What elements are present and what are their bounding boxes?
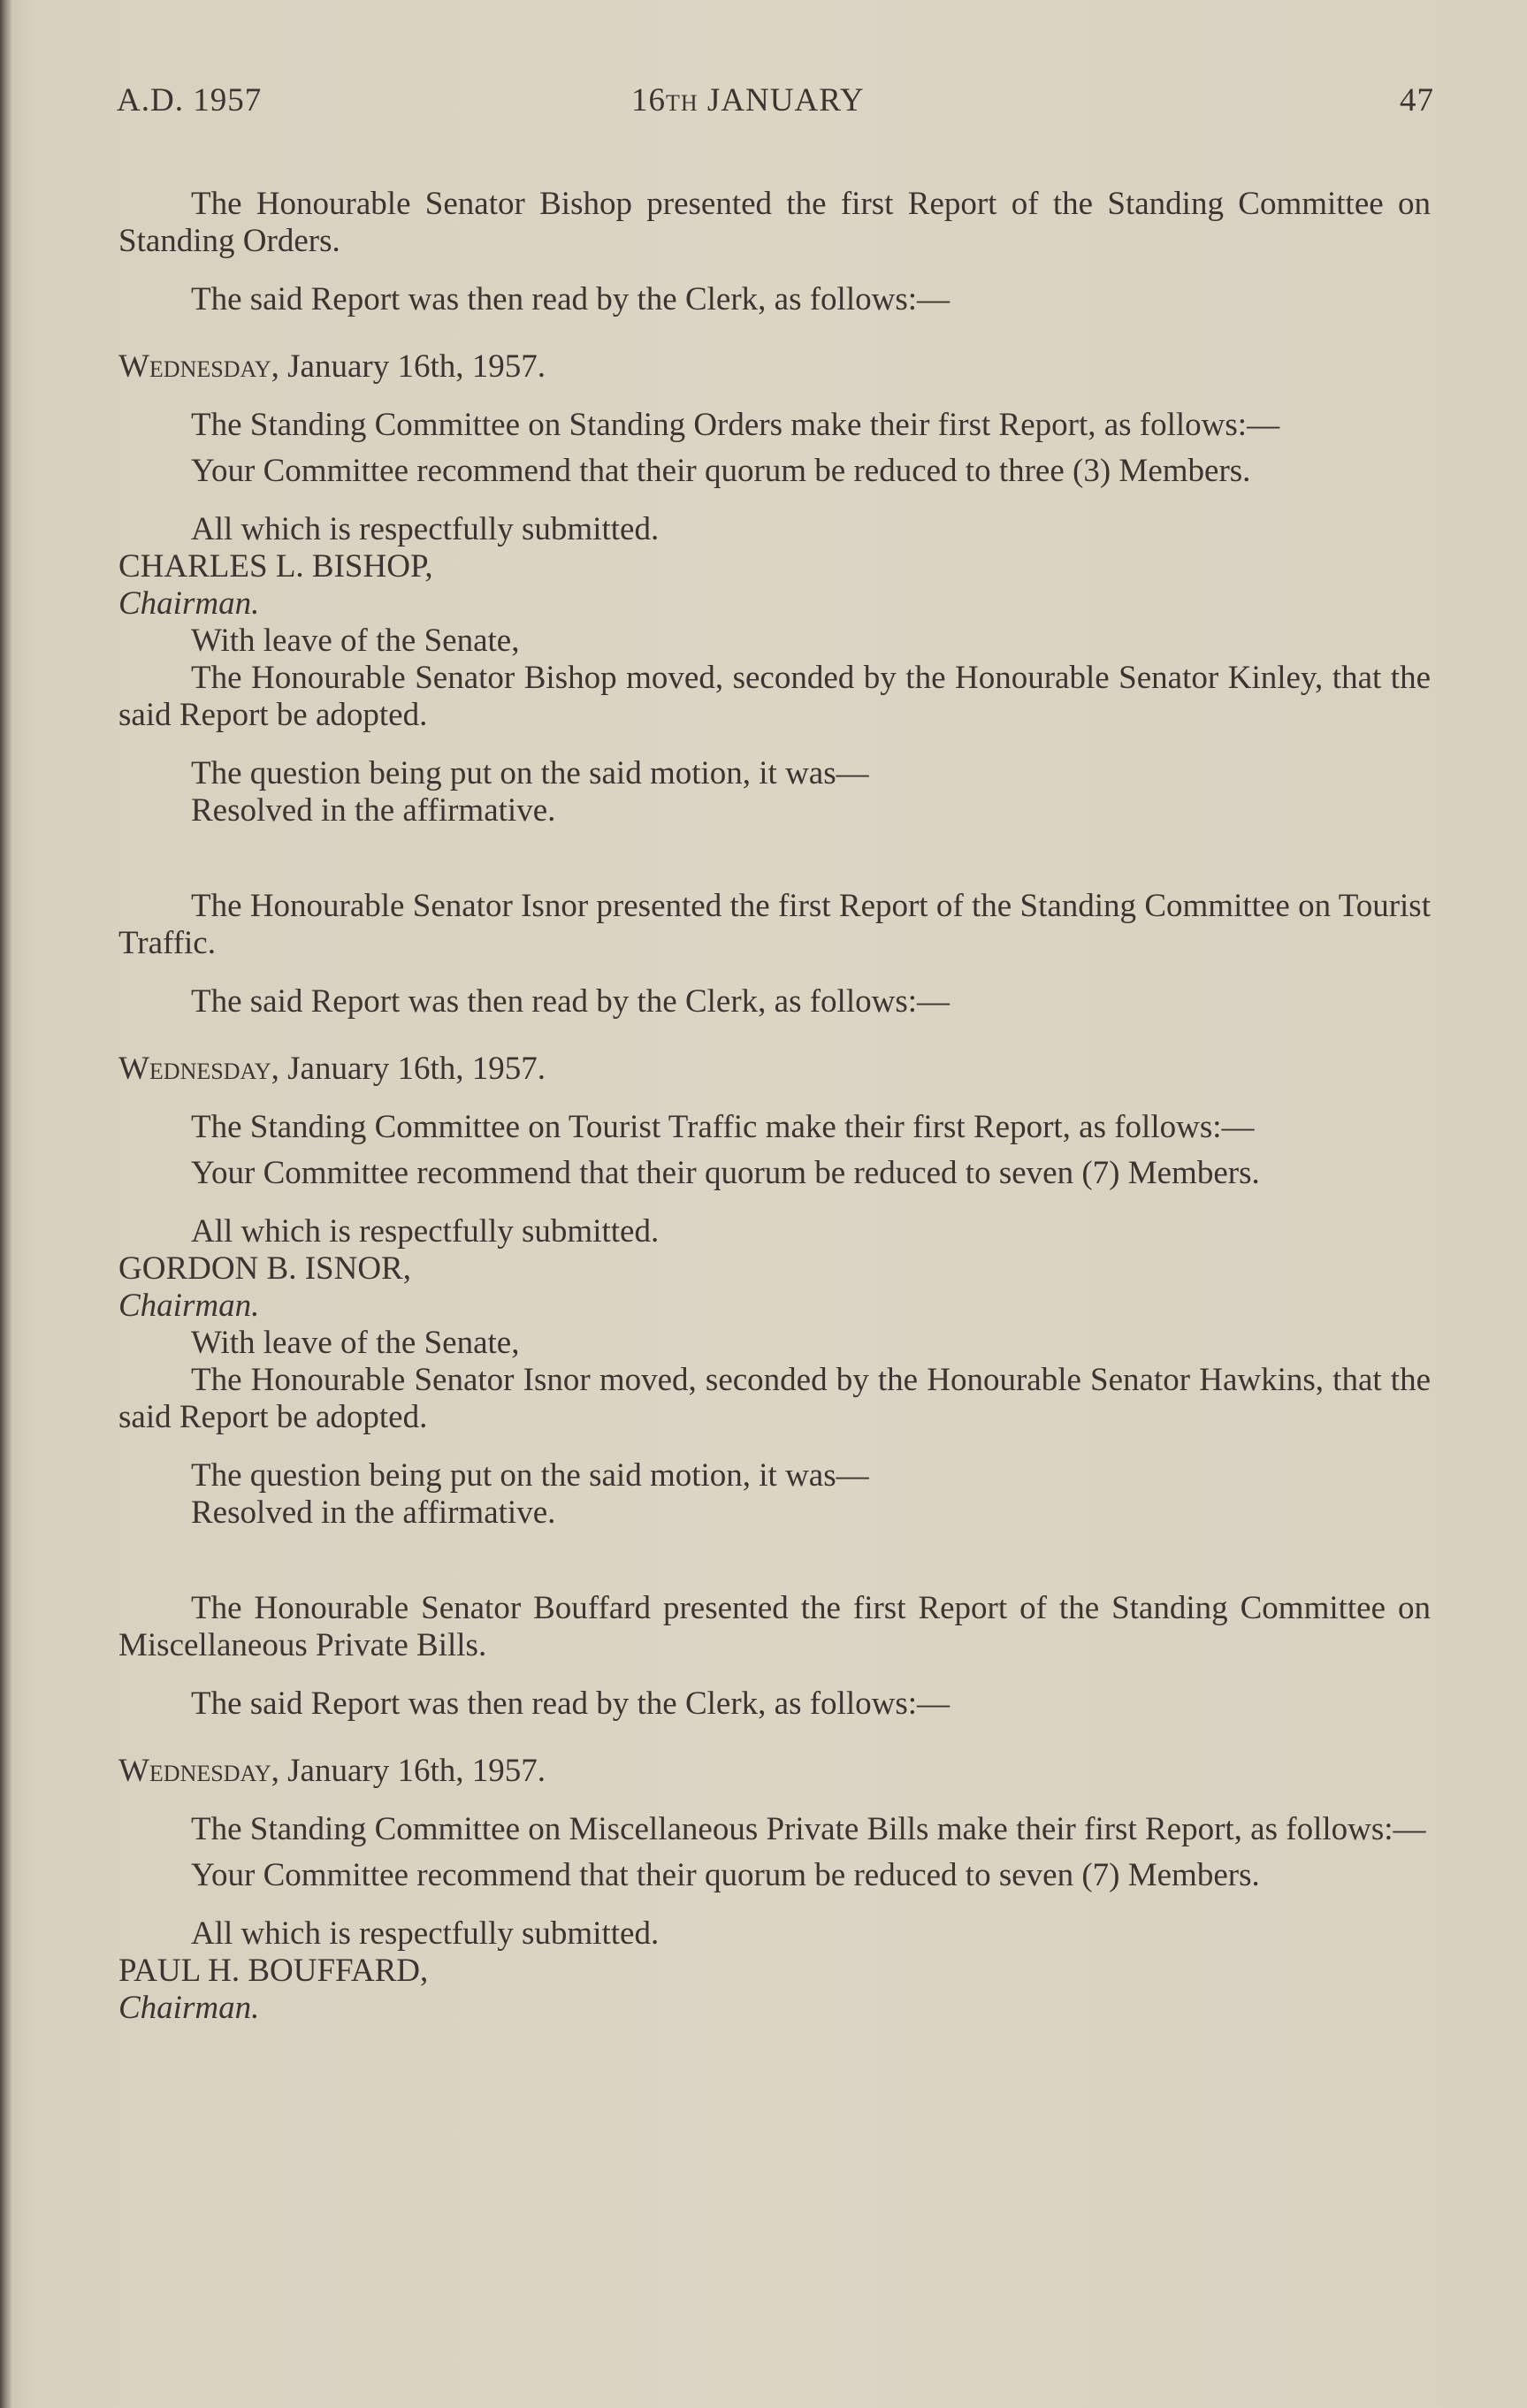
- read-paragraph: The said Report was then read by the Clerk, as follows:—: [191, 281, 950, 317]
- read-paragraph: The said Report was then read by the Clerk, as follows:—: [191, 1686, 950, 1722]
- header-date-month: JANUARY: [706, 82, 865, 118]
- signatory-name: CHARLES L. BISHOP,: [118, 548, 433, 585]
- header-date: [631, 81, 865, 119]
- report-intro: The Standing Committee on Standing Orders make their first Report, as follows:—: [191, 407, 1280, 443]
- resolved-line: Resolved in the affirmative.: [191, 1494, 556, 1531]
- report-date: [118, 1051, 1431, 1088]
- submitted-line: All which is respectfully submitted.: [191, 1213, 660, 1250]
- report-date-rest: , January 16th, 1957.: [271, 348, 546, 385]
- signatory-title: Chairman.: [118, 585, 260, 622]
- page-body: [118, 186, 1431, 2027]
- signatory-title: Chairman.: [118, 1990, 260, 2026]
- read-paragraph: The said Report was then read by the Clerk, as follows:—: [191, 983, 950, 1020]
- report-date-weekday: Wednesday: [118, 1753, 271, 1789]
- report-date-weekday: Wednesday: [118, 348, 271, 385]
- report-section-tourist-traffic: [118, 888, 1431, 1532]
- report-date: [118, 348, 1431, 386]
- report-date-rest: , January 16th, 1957.: [271, 1753, 546, 1789]
- presented-paragraph: The Honourable Senator Bishop presented the first Report of the Standing Committee on Standing Orders.: [118, 186, 1431, 259]
- presented-paragraph: The Honourable Senator Bouffard presented the first Report of the Standing Committee on Miscellaneous Private Bills.: [118, 1590, 1431, 1663]
- question-line: The question being put on the said motion, it was—: [191, 755, 869, 791]
- submitted-line: All which is respectfully submitted.: [191, 511, 660, 547]
- recommendation: Your Committee recommend that their quorum be reduced to seven (7) Members.: [191, 1155, 1260, 1191]
- header-year: A.D. 1957: [117, 82, 263, 118]
- report-intro: The Standing Committee on Tourist Traffic make their first Report, as follows:—: [191, 1109, 1255, 1145]
- resolved-line: Resolved in the affirmative.: [191, 792, 556, 829]
- presented-paragraph: The Honourable Senator Isnor presented the first Report of the Standing Committee on Tourist Traffic.: [118, 888, 1431, 961]
- signatory-name: PAUL H. BOUFFARD,: [118, 1953, 429, 1989]
- question-line: The question being put on the said motion, it was—: [191, 1457, 869, 1494]
- motion-paragraph: The Honourable Senator Bishop moved, seconded by the Honourable Senator Kinley, that the said Report be adopted.: [118, 660, 1431, 733]
- report-date-weekday: Wednesday: [118, 1051, 271, 1087]
- page-header: [117, 81, 1434, 126]
- header-date-day: 16th: [631, 82, 699, 118]
- leave-line: With leave of the Senate,: [191, 623, 520, 659]
- recommendation: Your Committee recommend that their quorum be reduced to seven (7) Members.: [191, 1857, 1260, 1893]
- submitted-line: All which is respectfully submitted.: [191, 1915, 660, 1952]
- report-section-standing-orders: [118, 186, 1431, 829]
- signatory-title: Chairman.: [118, 1288, 260, 1324]
- recommendation: Your Committee recommend that their quorum be reduced to three (3) Members.: [191, 453, 1251, 489]
- report-intro: The Standing Committee on Miscellaneous Private Bills make their first Report, as follows:—: [191, 1811, 1426, 1847]
- report-date-rest: , January 16th, 1957.: [271, 1051, 546, 1087]
- signatory-name: GORDON B. ISNOR,: [118, 1250, 411, 1287]
- report-date: [118, 1753, 1431, 1790]
- page-number: 47: [1400, 82, 1434, 118]
- motion-paragraph: The Honourable Senator Isnor moved, seconded by the Honourable Senator Hawkins, that the said Report be adopted.: [118, 1362, 1431, 1435]
- leave-line: With leave of the Senate,: [191, 1325, 520, 1361]
- report-section-private-bills: [118, 1590, 1431, 2027]
